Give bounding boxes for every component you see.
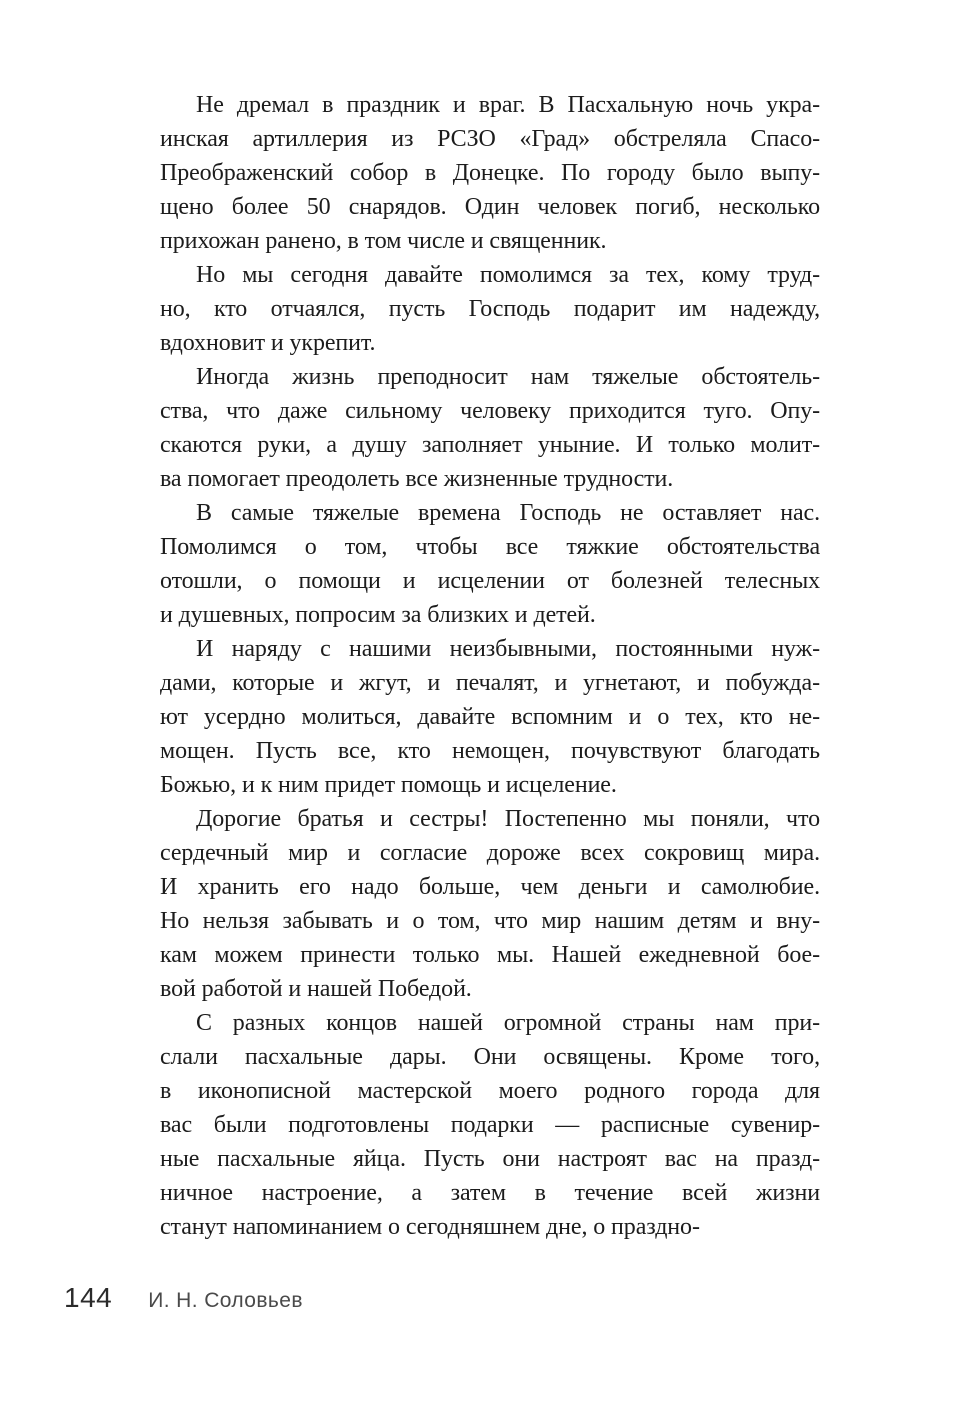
text-line: И наряду с нашими неизбывными, постоянными нуж-: [196, 636, 820, 662]
paragraph: [160, 496, 820, 632]
page-number: 144: [64, 1282, 113, 1313]
paragraph: [160, 360, 820, 496]
text-line: ва помогает преодолеть все жизненные трудности.: [160, 466, 674, 492]
paragraph: [160, 88, 820, 258]
text-line: Не дремал в праздник и враг. В Пасхальную ночь укра-: [196, 92, 820, 118]
text-line: Помолимся о том, чтобы все тяжкие обстоятельства: [160, 534, 820, 560]
text-line: сердечный мир и согласие дороже всех сокровищ мира.: [160, 840, 820, 866]
text-line: прихожан ранено, в том числе и священник.: [160, 228, 607, 254]
page-footer: [64, 1282, 303, 1314]
text-line: кам можем принести только мы. Нашей ежедневной бое-: [160, 942, 820, 968]
paragraph: [160, 258, 820, 360]
text-line: вой работой и нашей Победой.: [160, 976, 472, 1002]
text-line: отошли, о помощи и исцелении от болезней телесных: [160, 568, 820, 594]
text-line: скаются руки, а душу заполняет уныние. И только молит-: [160, 432, 820, 458]
text-line: В самые тяжелые времена Господь не оставляет нас.: [196, 500, 820, 526]
paragraph: [160, 1006, 820, 1244]
text-line: мощен. Пусть все, кто немощен, почувствуют благодать: [160, 738, 820, 764]
text-line: в иконописной мастерской моего родного города для: [160, 1078, 820, 1104]
text-line: Преображенский собор в Донецке. По городу было выпу-: [160, 160, 820, 186]
text-line: Но мы сегодня давайте помолимся за тех, кому труд-: [196, 262, 820, 288]
paragraph: [160, 802, 820, 1006]
text-line: щено более 50 снарядов. Один человек погиб, несколько: [160, 194, 820, 220]
text-line: но, кто отчаялся, пусть Господь подарит им надежду,: [160, 296, 820, 322]
text-line: И хранить его надо больше, чем деньги и самолюбие.: [160, 874, 820, 900]
text-line: и душевных, попросим за близких и детей.: [160, 602, 596, 628]
text-line: С разных концов нашей огромной страны нам при-: [196, 1010, 820, 1036]
paragraph: [160, 632, 820, 802]
text-line: Иногда жизнь преподносит нам тяжелые обстоятель-: [196, 364, 820, 390]
text-line: вас были подготовлены подарки — расписные сувенир-: [160, 1112, 820, 1138]
text-line: ства, что даже сильному человеку приходится туго. Опу-: [160, 398, 820, 424]
text-line: вдохновит и укрепит.: [160, 330, 376, 356]
text-line: Но нельзя забывать и о том, что мир нашим детям и вну-: [160, 908, 820, 934]
text-line: дами, которые и жгут, и печалят, и угнетают, и побужда-: [160, 670, 820, 696]
text-line: Дорогие братья и сестры! Постепенно мы поняли, что: [196, 806, 820, 832]
text-line: ют усердно молиться, давайте вспомним и о тех, кто не-: [160, 704, 820, 730]
text-line: станут напоминанием о сегодняшнем дне, о праздно-: [160, 1214, 700, 1240]
text-line: ные пасхальные яйца. Пусть они настроят вас на празд-: [160, 1146, 820, 1172]
text-line: Божью, и к ним придет помощь и исцеление.: [160, 772, 617, 798]
text-line: ничное настроение, а затем в течение всей жизни: [160, 1180, 820, 1206]
body-text: [160, 88, 820, 1244]
text-line: инская артиллерия из РСЗО «Град» обстреляла Спасо-: [160, 126, 820, 152]
text-line: слали пасхальные дары. Они освящены. Кроме того,: [160, 1044, 820, 1070]
author-name: И. Н. Соловьев: [148, 1289, 303, 1312]
